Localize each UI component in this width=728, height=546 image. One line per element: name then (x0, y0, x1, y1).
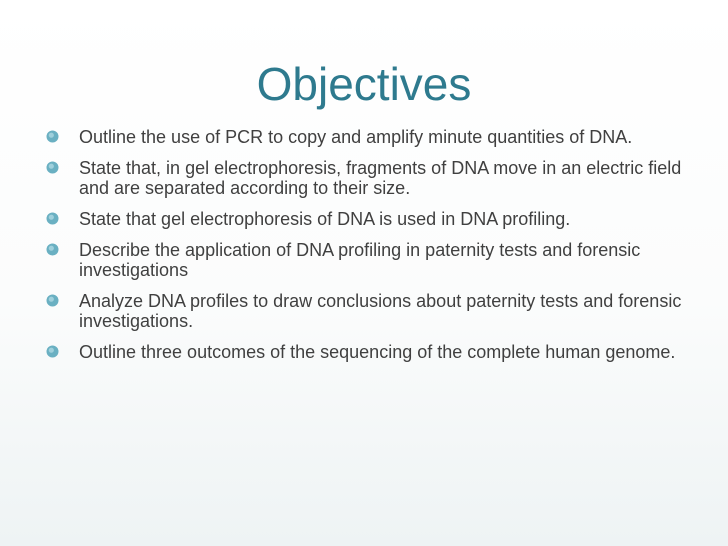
list-item-text: Analyze DNA profiles to draw conclusions about paternity tests and forensic investigations. (79, 291, 682, 331)
circle-bullet-icon (45, 211, 60, 226)
list-item (44, 209, 684, 229)
list-item (44, 342, 684, 362)
list-item-text: Outline the use of PCR to copy and amplify minute quantities of DNA. (79, 127, 633, 147)
objectives-list (44, 127, 684, 373)
list-item-text: Describe the application of DNA profiling in paternity tests and forensic investigations (79, 240, 641, 280)
list-item-text: State that gel electrophoresis of DNA is used in DNA profiling. (79, 209, 571, 229)
circle-bullet-icon (45, 344, 60, 359)
list-item-text: State that, in gel electrophoresis, fragments of DNA move in an electric field and are separated according to their size. (79, 158, 682, 198)
list-item (44, 240, 684, 280)
list-item (44, 158, 684, 198)
slide-title: Objectives (256, 58, 472, 110)
circle-bullet-icon (45, 129, 60, 144)
list-item (44, 291, 684, 331)
circle-bullet-icon (45, 160, 60, 175)
list-item-text: Outline three outcomes of the sequencing of the complete human genome. (79, 342, 676, 362)
circle-bullet-icon (45, 242, 60, 257)
circle-bullet-icon (45, 293, 60, 308)
list-item (44, 127, 684, 147)
